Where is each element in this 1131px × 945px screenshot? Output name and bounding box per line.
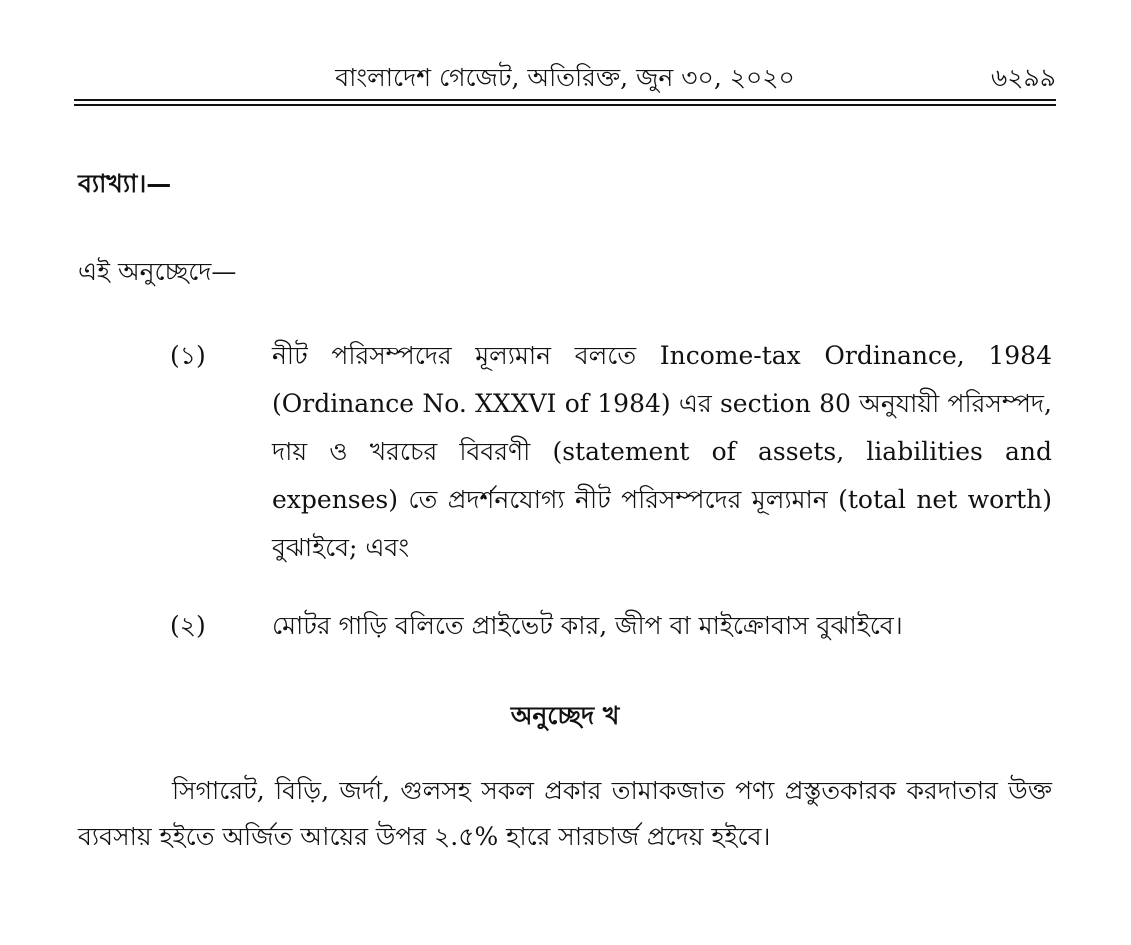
item-text: মোটর গাড়ি বলিতে প্রাইভেট কার, জীপ বা মাইক্রোবাস বুঝাইবে। — [272, 611, 903, 640]
item-number: (১) — [170, 341, 206, 370]
page-header — [74, 58, 1056, 98]
section-heading: অনুচ্ছেদ খ — [510, 701, 620, 730]
intro-text: এই অনুচ্ছেদে— — [78, 257, 237, 286]
item-text: নীট পরিসম্পদের মূল্যমান বলতে Income-tax Ordinance, 1984 (Ordinance No. XXXVI of 1984) এর section 80 অনুযায়ী পরিসম্পদ, দায় ও খরচের বিবরণী (statement of assets, liabilities and expenses) তে প্রদর্শনযোগ্য নীট পরিসম্পদের মূল্যমান (total net worth) বুঝাইবে; এবং — [272, 341, 1052, 562]
gazette-title: বাংলাদেশ গেজেট, অতিরিক্ত, জুন ৩০, ২০২০ — [335, 63, 795, 92]
section-body: সিগারেট, বিড়ি, জর্দা, গুলসহ সকল প্রকার তামাকজাত পণ্য প্রস্তুতকারক করদাতার উক্ত ব্যবসায় হইতে অর্জিত আয়ের উপর ২.৫% হারে সারচার্জ প্রদেয় হইবে। — [78, 776, 1052, 851]
header-rule-top — [74, 99, 1056, 101]
explanation-label: ব্যাখ্যা।— — [78, 169, 172, 198]
item-number: (২) — [170, 611, 206, 640]
header-rule-bottom — [74, 104, 1056, 106]
page-number: ৬২৯৯ — [991, 63, 1056, 92]
